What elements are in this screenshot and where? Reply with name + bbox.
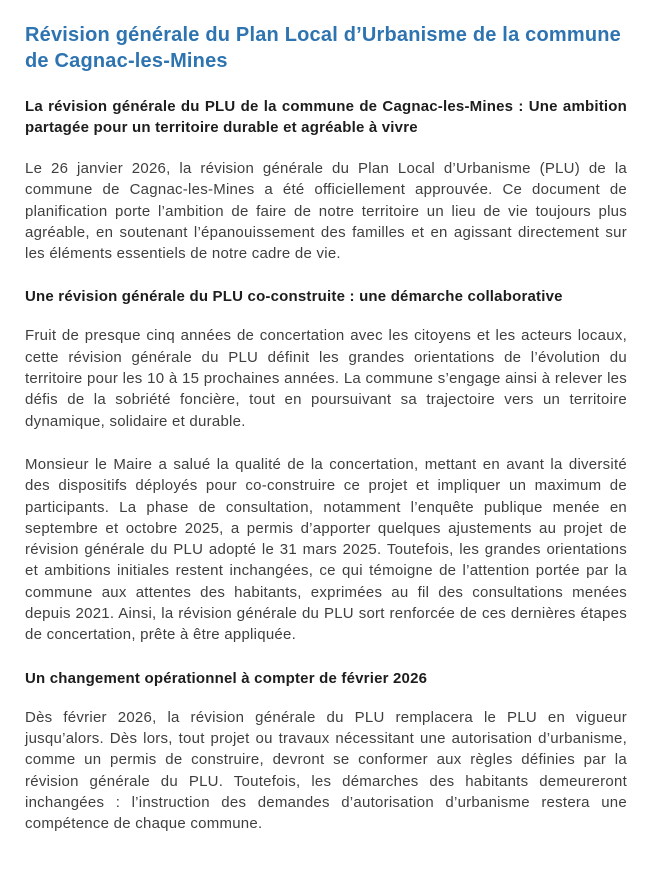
heading-operational: Un changement opérationnel à compter de février 2026	[25, 669, 428, 687]
heading-collaboration: Une révision générale du PLU co-construite : une démarche collaborative	[25, 288, 563, 306]
paragraph-concertation: Fruit de presque cinq années de concertation avec les citoyens et les acteurs locaux, cette révision générale du PLU définit les grandes orientations de l’évolution du territoire pour les 10 à 15 prochaines années. La commune s’engage ainsi à relever les défis de la sobriété foncière, tout en poursuivant sa trajectoire vers un territoire dynamique, solidaire et durable.	[25, 327, 627, 430]
paragraph-approval: Le 26 janvier 2026, la révision générale du Plan Local d’Urbanisme (PLU) de la commune de Cagnac-les-Mines a été officiellement approuvée. Ce document de planification porte l’ambition de faire de notre territoire un lieu de vie toujours plus agréable, en soutenant l’épanouissement des familles et en agissant directement sur les éléments essentiels de notre cadre de vie.	[25, 160, 627, 263]
paragraph-maire: Monsieur le Maire a salué la qualité de la concertation, mettant en avant la diversité des dispositifs déployés pour co-construire ce projet et impliquer un maximum de participants. La phase de consultation, notamment l’enquête publique menée en septembre et octobre 2025, a permis d’apporter quelques ajustements au projet de révision générale du PLU adopté le 31 mars 2025. Toutefois, les grandes orientations et ambitions initiales restent inchangées, ce qui témoigne de l’attention portée par la commune aux attentes des habitants, exprimées au fil des consultations menées depuis 2021. Ainsi, la révision générale du PLU sort renforcée de ces dernières étapes de concertation, prête à être appliquée.	[25, 455, 627, 644]
intro-heading: La révision générale du PLU de la commune de Cagnac-les-Mines : Une ambition partagée pour un territoire durable et agréable à vivre	[25, 98, 627, 136]
document-title: Révision générale du Plan Local d’Urbanisme de la commune de Cagnac-les-Mines	[25, 24, 622, 72]
paragraph-application: Dès février 2026, la révision générale du PLU remplacera le PLU en vigueur jusqu’alors. Dès lors, tout projet ou travaux nécessitant une autorisation d’urbanisme, comme un permis de construire, devront se conformer aux règles définies par la révision générale du PLU. Toutefois, les démarches des habitants demeureront inchangées : l’instruction des demandes d’autorisation d’urbanisme restera une compétence de chaque commune.	[25, 708, 627, 833]
